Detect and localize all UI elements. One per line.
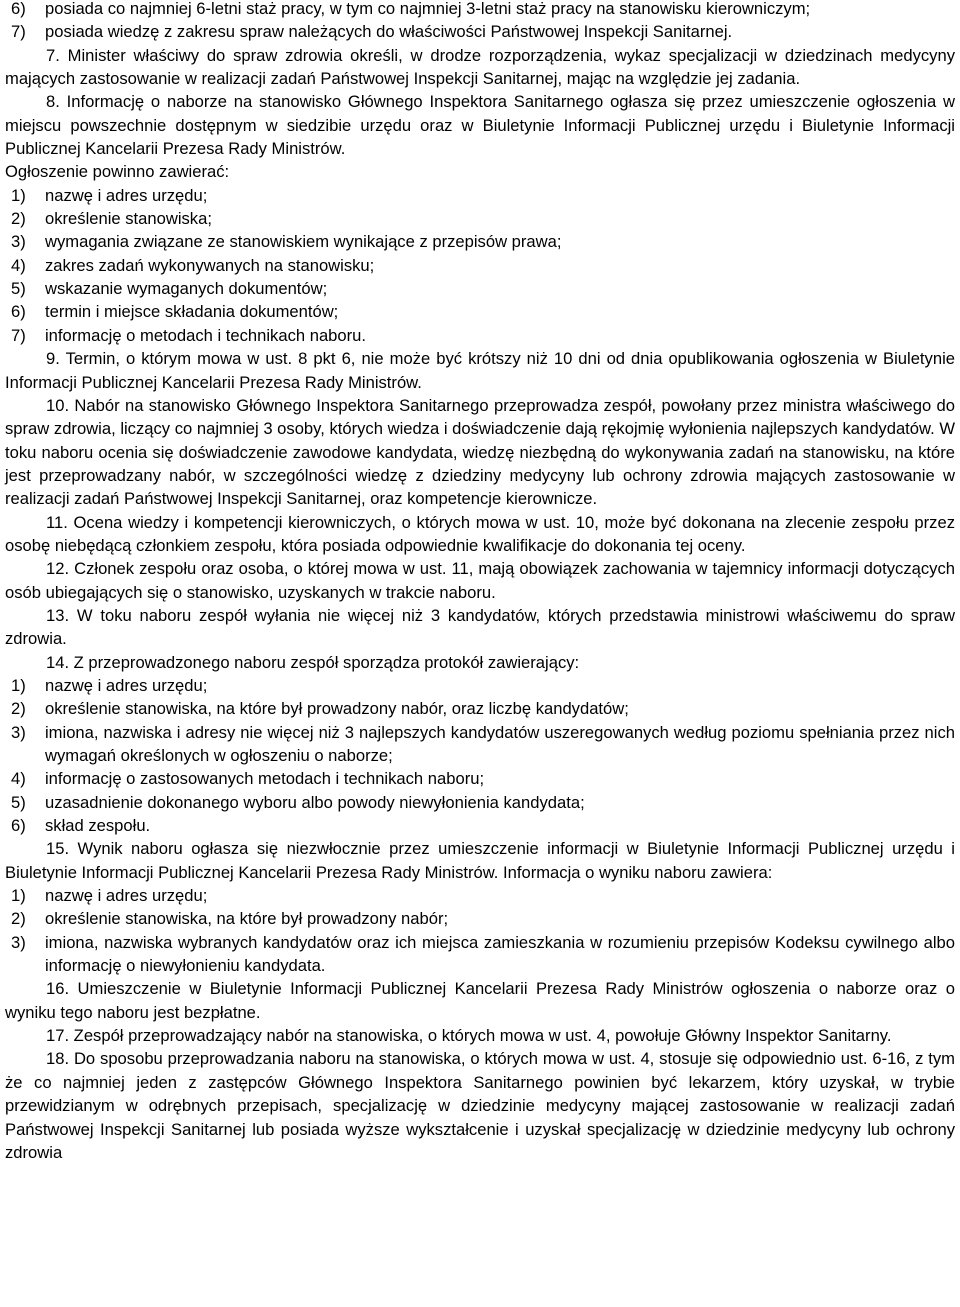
list-item	[5, 254, 955, 277]
list-item-number: 6)	[11, 0, 26, 18]
paragraph: 12. Członek zespołu oraz osoba, o której mowa w ust. 11, mają obowiązek zachowania w tajemnicy informacji dotyczących osób ubiegających się o stanowisko, uzyskanych w trakcie naboru.	[5, 559, 955, 602]
list-item-text: określenie stanowiska, na które był prowadzony nabór;	[45, 909, 449, 929]
list-item	[5, 884, 955, 907]
paragraph: 13. W toku naboru zespół wyłania nie więcej niż 3 kandydatów, których przedstawia ministrowi właściwemu do spraw zdrowia.	[5, 605, 955, 649]
list-item-number: 7)	[11, 325, 26, 345]
list-item-text: imiona, nazwiska wybranych kandydatów oraz ich miejsca zamieszkania w rozumieniu przepisów Kodeksu cywilnego albo informację o niewyłonieniu kandydata.	[45, 932, 955, 976]
list-item	[5, 674, 955, 697]
list-item-number: 2)	[11, 699, 26, 719]
paragraph: 11. Ocena wiedzy i kompetencji kierowniczych, o których mowa w ust. 10, może być dokonana na zlecenie zespołu przez osobę niebędącą członkiem zespołu, która posiada odpowiednie kwalifikacje do dokonania tej oceny.	[5, 512, 955, 555]
list-item-text: określenie stanowiska;	[45, 209, 212, 229]
list-item-number: 5)	[11, 792, 26, 812]
list-item-number: 5)	[11, 279, 26, 299]
paragraph: 15. Wynik naboru ogłasza się niezwłocznie przez umieszczenie informacji w Biuletynie Informacji Publicznej urzędu i Biuletynie Informacji Publicznej Kancelarii Prezesa Rady Ministrów. Informacja o wyniku naboru zawiera:	[5, 839, 955, 882]
paragraph: 7. Minister właściwy do spraw zdrowia określi, w drodze rozporządzenia, wykaz specjalizacji w dziedzinach medycyny mających zastosowanie w realizacji zadań Państwowej Inspekcji Sanitarnej, mając na względzie jej zadania.	[5, 45, 955, 89]
list-item	[5, 814, 955, 837]
list-item-number: 4)	[11, 769, 26, 789]
list-item-text: wskazanie wymaganych dokumentów;	[45, 279, 328, 299]
list-item	[5, 184, 955, 207]
list-item-number: 2)	[11, 909, 26, 929]
list-item-text: zakres zadań wykonywanych na stanowisku;	[45, 255, 375, 275]
list-item-text: skład zespołu.	[45, 816, 151, 836]
list-item-text: wymagania związane ze stanowiskiem wynikające z przepisów prawa;	[45, 232, 562, 252]
list-item-text: posiada wiedzę z zakresu spraw należących do właściwości Państwowej Inspekcji Sanitarnej.	[45, 22, 733, 42]
intro-line: Ogłoszenie powinno zawierać:	[5, 162, 230, 182]
list-item	[5, 721, 955, 768]
list-item	[5, 300, 955, 323]
paragraph: 8. Informację o naborze na stanowisko Głównego Inspektora Sanitarnego ogłasza się przez umieszczenie ogłoszenia w miejscu powszechnie dostępnym w siedzibie urzędu oraz w Biuletynie Informacji Publicznej urzędu i Biuletynie Informacji Publicznej Kancelarii Prezesa Rady Ministrów.	[5, 92, 955, 159]
list-item-number: 6)	[11, 816, 26, 836]
list-item-number: 3)	[11, 232, 26, 252]
paragraph: 18. Do sposobu przeprowadzania naboru na stanowiska, o których mowa w ust. 4, stosuje się odpowiednio ust. 6-16, z tym że co najmniej jeden z zastępców Głównego Inspektora Sanitarnego powinien być lekarzem, który uzyskał, w trybie przewidzianym w odrębnych przepisach, specjalizację w dziedzinie medycyny mającej zastosowanie w realizacji zadań Państwowej Inspekcji Sanitarnej lub posiada wyższe wykształcenie i uzyskał specjalizację w dziedzinie medycyny lub ochrony zdrowia	[5, 1049, 955, 1162]
list-item-text: posiada co najmniej 6-letni staż pracy, w tym co najmniej 3-letni staż pracy na stanowisku kierowniczym;	[45, 0, 811, 18]
paragraph: 14. Z przeprowadzonego naboru zespół sporządza protokół zawierający:	[46, 652, 580, 672]
list-item-number: 1)	[11, 886, 26, 906]
list-item	[5, 324, 955, 347]
list-item	[5, 20, 955, 43]
list-item-text: nazwę i adres urzędu;	[45, 886, 208, 906]
paragraph: 10. Nabór na stanowisko Głównego Inspektora Sanitarnego przeprowadza zespół, powołany przez ministra właściwego do spraw zdrowia, liczący co najmniej 3 osoby, których wiedza i doświadczenie dają rękojmię wyłonienia najlepszych kandydatów. W toku naboru ocenia się doświadczenie zawodowe kandydata, wiedzę niezbędną do wykonywania zadań na stanowisku, na które jest przeprowadzany nabór, w szczególności wiedzę z dziedziny medycyny lub ochrony zdrowia mających zastosowanie w realizacji zadań Państwowej Inspekcji Sanitarnej, oraz kompetencje kierownicze.	[5, 395, 955, 509]
list-item-text: imiona, nazwiska i adresy nie więcej niż 3 najlepszych kandydatów uszeregowanych według poziomu spełniania przez nich wymagań określonych w ogłoszeniu o naborze;	[45, 722, 955, 765]
list-item	[5, 230, 955, 253]
list-item-text: nazwę i adres urzędu;	[45, 185, 208, 205]
list-item-number: 2)	[11, 209, 26, 229]
list-item-text: informację o zastosowanych metodach i technikach naboru;	[45, 769, 485, 789]
list-item	[5, 0, 955, 20]
list-item	[5, 931, 955, 978]
list-item-number: 4)	[11, 255, 26, 275]
list-item-text: określenie stanowiska, na które był prowadzony nabór, oraz liczbę kandydatów;	[45, 699, 629, 719]
paragraph: 17. Zespół przeprowadzający nabór na stanowiska, o których mowa w ust. 4, powołuje Główny Inspektor Sanitarny.	[46, 1026, 892, 1046]
list-item	[5, 907, 955, 930]
list-item-text: nazwę i adres urzędu;	[45, 675, 208, 695]
list-item	[5, 791, 955, 814]
list-item-number: 1)	[11, 185, 26, 205]
paragraph: 9. Termin, o którym mowa w ust. 8 pkt 6, nie może być krótszy niż 10 dni od dnia opublikowania ogłoszenia w Biuletynie Informacji Publicznej Kancelarii Prezesa Rady Ministrów.	[5, 349, 955, 392]
list-item-number: 3)	[11, 932, 26, 952]
list-item-text: termin i miejsce składania dokumentów;	[45, 302, 339, 322]
list-item-text: uzasadnienie dokonanego wyboru albo powody niewyłonienia kandydata;	[45, 792, 585, 812]
list-item-number: 6)	[11, 302, 26, 322]
list-item-number: 3)	[11, 722, 26, 742]
list-item	[5, 207, 955, 230]
list-item	[5, 277, 955, 300]
paragraph: 16. Umieszczenie w Biuletynie Informacji Publicznej Kancelarii Prezesa Rady Ministrów ogłoszenia o naborze oraz o wyniku tego naboru jest bezpłatne.	[5, 979, 955, 1022]
list-item-number: 7)	[11, 22, 26, 42]
list-item	[5, 697, 955, 720]
list-item-number: 1)	[11, 675, 26, 695]
list-item	[5, 767, 955, 790]
list-item-text: informację o metodach i technikach naboru.	[45, 325, 366, 345]
